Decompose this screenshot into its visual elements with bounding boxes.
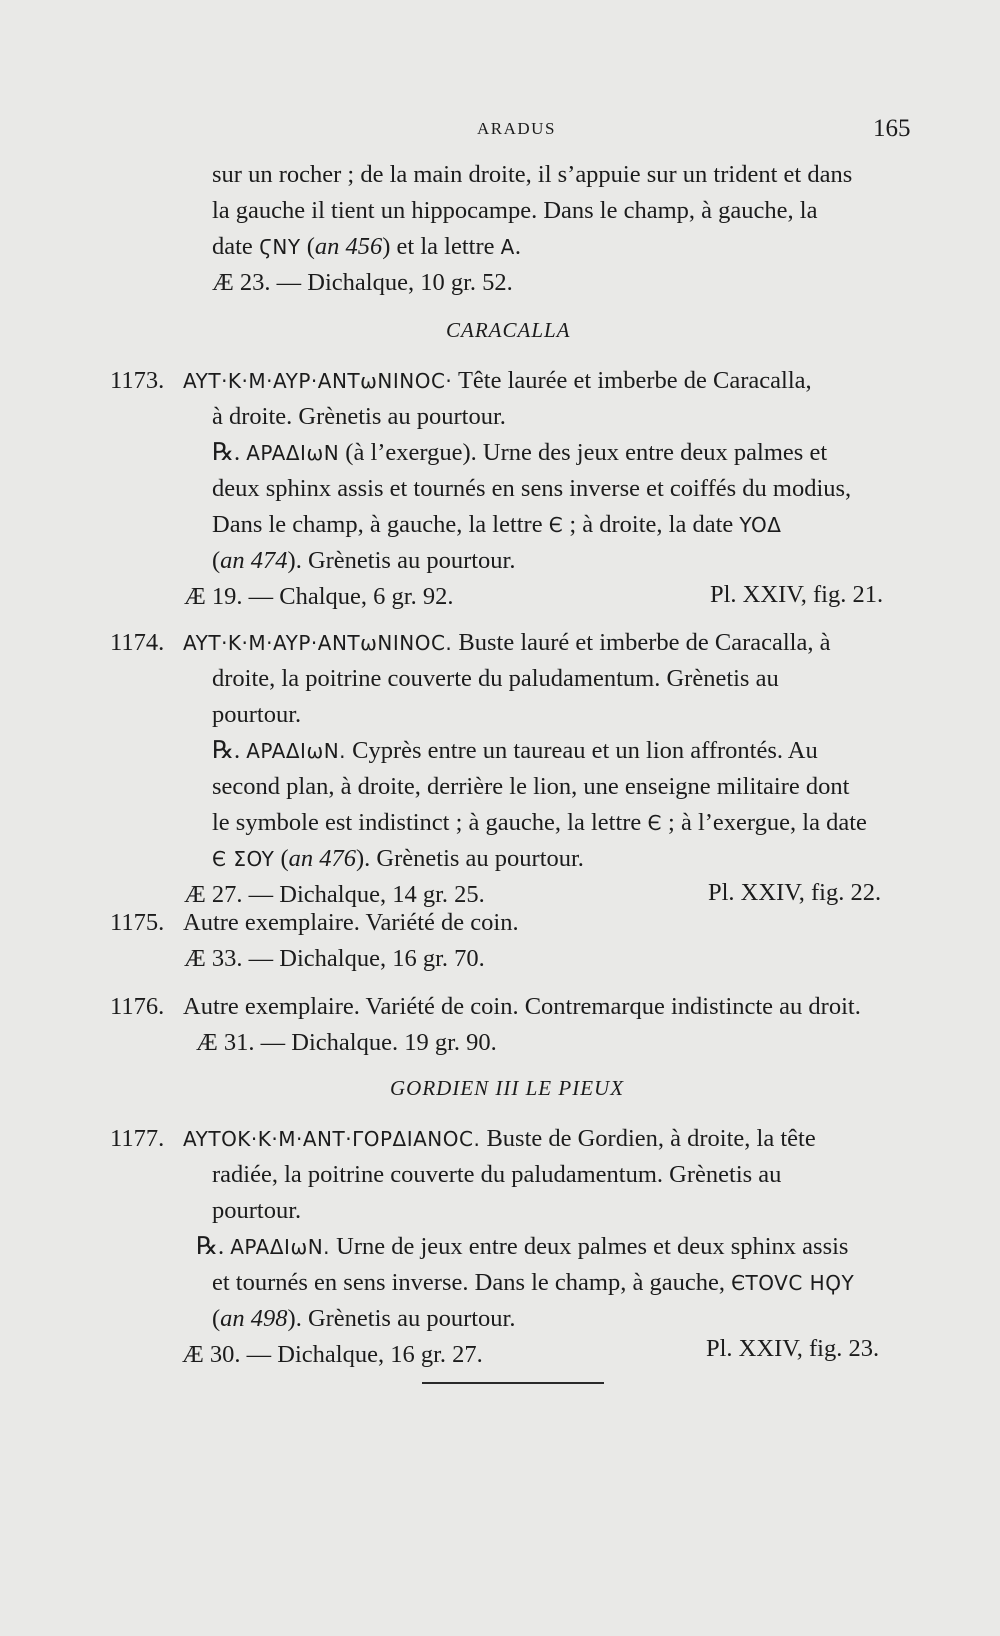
text-line: ℞. APAΔIωN (à l’exergue). Urne des jeux entre deux palmes et bbox=[212, 439, 828, 466]
metal-line: Æ 33. — Dichalque, 16 gr. 70. bbox=[184, 945, 485, 972]
metal-line: Æ 19. — Chalque, 6 gr. 92. bbox=[184, 583, 454, 610]
text-line: droite, la poitrine couverte du paludamentum. Grènetis au bbox=[212, 665, 779, 692]
metal-line: Æ 30. — Dichalque, 16 gr. 27. bbox=[182, 1341, 483, 1368]
text-line: pourtour. bbox=[212, 701, 302, 728]
metal-line: Æ 23. — Dichalque, 10 gr. 52. bbox=[212, 269, 513, 296]
metal-line: Æ 31. — Dichalque. 19 gr. 90. bbox=[196, 1029, 497, 1056]
plate-reference: Pl. XXIV, fig. 23. bbox=[706, 1335, 880, 1362]
entry-number: 1177. bbox=[110, 1125, 165, 1152]
text-line: deux sphinx assis et tournés en sens inverse et coiffés du modius, bbox=[212, 475, 852, 502]
text-line: Autre exemplaire. Variété de coin. bbox=[183, 909, 519, 936]
entry-number: 1174. bbox=[110, 629, 165, 656]
text-line: Є ΣOY (an 476). Grènetis au pourtour. bbox=[212, 845, 584, 872]
text-line: pourtour. bbox=[212, 1197, 302, 1224]
plate-reference: Pl. XXIV, fig. 22. bbox=[708, 879, 882, 906]
running-head-title: ARADUS bbox=[477, 119, 556, 138]
text-line: ℞. APAΔIωN. Urne de jeux entre deux palmes et deux sphinx assis bbox=[196, 1233, 849, 1260]
text-line: le symbole est indistinct ; à gauche, la lettre Є ; à l’exergue, la date bbox=[212, 809, 867, 836]
entry-number: 1175. bbox=[110, 909, 165, 936]
text-line: AYT·K·M·AYP·ANTωNINOC· Tête laurée et imberbe de Caracalla, bbox=[183, 367, 812, 394]
entry-number: 1173. bbox=[110, 367, 165, 394]
text-line: AYT·K·M·AYP·ANTωNINOC. Buste lauré et imberbe de Caracalla, à bbox=[183, 629, 831, 656]
plate-reference: Pl. XXIV, fig. 21. bbox=[710, 581, 884, 608]
text-line: (an 474). Grènetis au pourtour. bbox=[212, 547, 516, 574]
text-line: Autre exemplaire. Variété de coin. Contremarque indistincte au droit. bbox=[183, 993, 861, 1020]
text-line: date ϚNY (an 456) et la lettre A. bbox=[212, 233, 521, 260]
end-rule bbox=[422, 1382, 604, 1384]
text-line: la gauche il tient un hippocampe. Dans le champ, à gauche, la bbox=[212, 197, 818, 224]
text-line: et tournés en sens inverse. Dans le champ, à gauche, ЄTOVC HϘY bbox=[212, 1269, 855, 1296]
text-line: second plan, à droite, derrière le lion, une enseigne militaire dont bbox=[212, 773, 850, 800]
section-heading-gordien: GORDIEN III LE PIEUX bbox=[390, 1076, 625, 1100]
text-line: radiée, la poitrine couverte du paludamentum. Grènetis au bbox=[212, 1161, 782, 1188]
page-number: 165 bbox=[873, 115, 911, 142]
text-line: (an 498). Grènetis au pourtour. bbox=[212, 1305, 516, 1332]
text-line: à droite. Grènetis au pourtour. bbox=[212, 403, 506, 430]
entry-number: 1176. bbox=[110, 993, 165, 1020]
metal-line: Æ 27. — Dichalque, 14 gr. 25. bbox=[184, 881, 485, 908]
text-line: sur un rocher ; de la main droite, il s’appuie sur un trident et dans bbox=[212, 161, 853, 188]
section-heading-caracalla: CARACALLA bbox=[446, 318, 571, 342]
text-line: Dans le champ, à gauche, la lettre Є ; à droite, la date YOΔ bbox=[212, 511, 782, 538]
running-head bbox=[0, 117, 1000, 147]
text-line: ℞. APAΔIωN. Cyprès entre un taureau et un lion affrontés. Au bbox=[212, 737, 818, 764]
text-line: AYTOK·K·M·ANT·ΓOPΔIANOC. Buste de Gordien, à droite, la tête bbox=[183, 1125, 816, 1152]
